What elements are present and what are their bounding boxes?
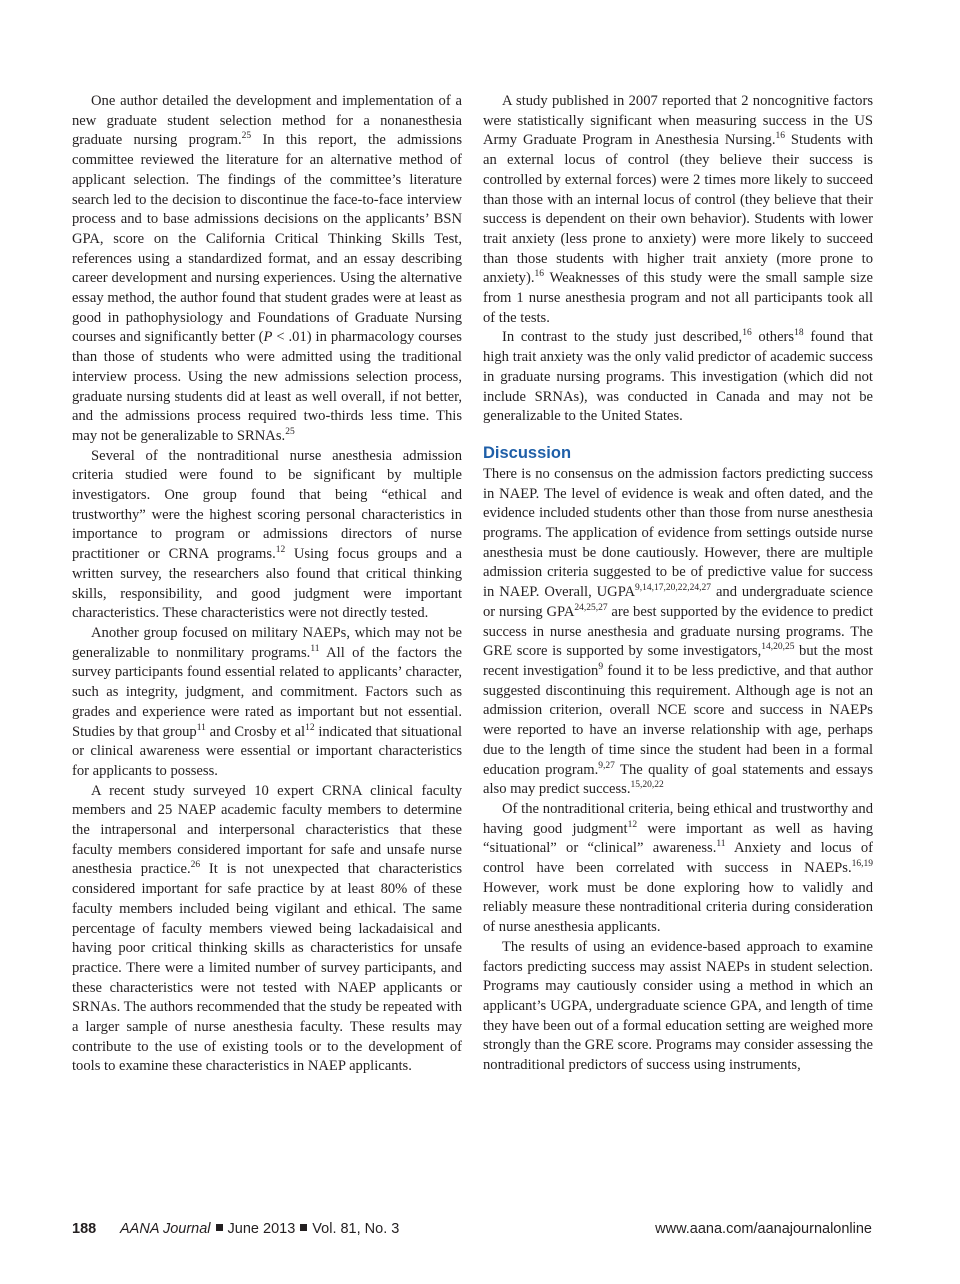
paragraph-nontraditional-summary	[483, 800, 873, 938]
text: found that high trait anxiety was the only valid predictor of academic success in graduate nursing programs. This investigation (which did not include SRNAs), was conducted in Canada and may not be generalizable to the United States.	[483, 329, 874, 425]
right-column	[483, 92, 873, 1076]
text: The results of using an evidence-based approach to examine factors predicting success may assist NAEPs in student selection. Programs may cautiously consider using a method in which an applicant’s UGPA, undergraduate science GPA, and length of time they have been out of a formal education setting are weighed more strongly than the GRE score. Programs may consider assessing the nontraditional predictors of success using instruments,	[483, 938, 873, 1074]
left-column	[72, 92, 462, 1077]
page-footer	[72, 1221, 872, 1243]
text: In this report, the admissions committee reviewed the literature for an alternative method of applicant selection. The findings of the committee’s literature search led to the decision to discontinue the face-to-face interview process and to base admissions decisions on the applicants’ BSN GPA, score on the California Critical Thinking Skills Test, references using a standardized format, and an essay describing career development and nursing experiences. Using the alternative essay method, the author found that student grades were at least as good in pathophysiology and Foundations of Graduate Nursing courses and significantly better (	[72, 132, 462, 346]
text: A recent study surveyed 10 expert CRNA clinical faculty members and 25 NAEP academic faculty members to determine the intrapersonal and interpersonal characteristics that these faculty members considered important for safe and unsafe nurse anesthesia practice.	[72, 782, 462, 878]
text: The quality of goal statements and essays also may predict success.	[483, 761, 874, 798]
text: indicated that situational or clinical awareness were essential or important characteristics for applicants to possess.	[72, 723, 462, 779]
text: Several of the nontraditional nurse anesthesia admission criteria studied were found to be significant by multiple investigators. One group found that being “ethical and trustworthy” were the highest scoring personal characteristics in importance to program or admissions directors of nurse practitioner or CRNA programs.	[72, 447, 462, 563]
citation-ref: 14,20,25	[761, 642, 795, 653]
paragraph-selection-method	[72, 92, 462, 447]
citation-ref: 15,20,22	[630, 780, 664, 791]
square-bullet-icon	[216, 1224, 223, 1231]
citation-ref: 16	[534, 269, 544, 280]
journal-name: AANA Journal	[120, 1221, 211, 1237]
paragraph-discussion-consensus	[483, 465, 873, 800]
volume-issue: Vol. 81, No. 3	[312, 1221, 400, 1237]
issue-date: June 2013	[227, 1221, 296, 1237]
journal-citation	[120, 1221, 399, 1237]
paragraph-faculty-survey	[72, 782, 462, 1078]
citation-ref: 26	[190, 860, 201, 871]
citation-ref: 9	[598, 662, 604, 673]
paragraph-army-study	[483, 92, 873, 328]
citation-ref: 12	[275, 545, 286, 556]
paragraph-trait-anxiety	[483, 328, 873, 427]
citation-ref: 16	[742, 328, 752, 339]
text: but the most recent investigation	[483, 643, 873, 679]
text: One author detailed the development and implementation of a new graduate student selection method for a nonanesthesia graduate nursing program.	[72, 93, 462, 149]
paragraph-military-naeps	[72, 624, 462, 782]
text: Weaknesses of this study were the small sample size from 1 nurse anesthesia program and not all participants took all of the tests.	[483, 270, 873, 326]
text: Students with an external locus of control (they believe their success is controlled by external forces) were 2 times more likely to succeed than those with an internal locus of control (they believe that their success is dependent on their own behavior). Students with lower trait anxiety (less prone to anxiety) were more likely to succeed than those students with higher trait anxiety (more prone to anxiety).	[483, 132, 874, 287]
text: Another group focused on military NAEPs, which may not be generalizable to nonmilitary programs.	[72, 624, 462, 661]
citation-ref: 9,27	[598, 760, 615, 771]
text: were important as well as having “situational” or “clinical” awareness.	[483, 820, 873, 857]
citation-ref: 18	[794, 328, 804, 339]
citation-ref: 25	[241, 131, 252, 142]
text: It is not unexpected that characteristics considered important for safe practice by at least 80% of these faculty members included being vigilant and ethical. The same percentage of faculty members viewed being lackadaisical and having poor critical thinking skills as characteristics for unsafe practice. There were a limited number of survey participants, and these characteristics were not tested with NAEP applicants or SRNAs. The authors recommended that the study be repeated with a larger sample of nurse anesthesia faculty. These results may contribute to the use of existing tools or to the development of tools to examine these characteristics in NAEP applicants.	[72, 861, 462, 1075]
paragraph-results	[483, 938, 873, 1076]
text: others	[751, 329, 795, 346]
citation-ref: 9,14,17,20,22,24,27	[635, 583, 712, 594]
italic-p: P	[263, 329, 273, 346]
citation-ref: 11	[310, 643, 320, 654]
text: All of the factors the survey participants found essential related to applicants’ character, such as integrity, judgment, and commitment. Factors such as grades and experience were rated as important but not essential. Studies by that group	[72, 644, 463, 740]
text: Using focus groups and a written survey, the researchers also found that critical thinking skills, responsibility, and good judgment were important characteristics. These characteristics were not directly tested.	[72, 546, 462, 622]
citation-ref: 11	[716, 839, 726, 850]
website-link[interactable]: www.aana.com/aanajournalonline	[655, 1221, 872, 1237]
text: Of the nontraditional criteria, being ethical and trustworthy and having good judgment	[483, 800, 873, 837]
text: found it to be less predictive, and that author suggested discontinuing this requirement. Although age is not an admission criterion, overall NCE score and success in NAEPs were reported to have an inverse relationship with age, perhaps due to the length of time since the student had been in a formal education program.	[483, 662, 874, 778]
text: Anxiety and locus of control have been correlated with success in NAEPs.	[483, 840, 873, 877]
citation-ref: 24,25,27	[574, 603, 608, 614]
section-heading-discussion: Discussion	[483, 443, 572, 462]
text: < .01) in pharmacology courses than those of students who were admitted using the traditional interview process. Using the new admissions selection process, graduate nursing students did at least as well overall, if not better, and the admissions process required two-thirds less time. This may not be generalizable to SRNAs.	[72, 329, 462, 444]
paragraph-nontraditional-criteria	[72, 447, 462, 624]
citation-ref: 16	[775, 131, 785, 142]
text: are best supported by the evidence to predict success in nurse anesthesia and graduate nursing programs. The GRE score is supported by some investigators,	[483, 603, 874, 660]
text: and Crosby et al	[205, 723, 306, 740]
citation-ref: 12	[627, 819, 638, 830]
citation-ref: 25	[285, 427, 295, 438]
citation-ref: 11	[196, 722, 206, 733]
page-number: 188	[72, 1221, 97, 1237]
text: However, work must be done exploring how to validly and reliably measure these nontraditional criteria during consideration of nurse anesthesia applicants.	[483, 879, 873, 936]
text: A study published in 2007 reported that 2 noncognitive factors were statistically significant when measuring success in the US Army Graduate Program in Anesthesia Nursing.	[483, 93, 873, 149]
citation-ref: 12	[305, 722, 315, 733]
text: In contrast to the study just described,	[502, 329, 743, 346]
square-bullet-icon	[300, 1224, 307, 1231]
citation-ref: 16,19	[851, 859, 873, 870]
text: There is no consensus on the admission factors predicting success in NAEP. The level of evidence is weak and often dated, and the evidence included students other than those from nurse anesthesia programs. The application of evidence from settings outside nurse anesthesia must be done cautiously. However, there are multiple admission criteria suggested to be of predictive value for success in NAEP. Overall, UGPA	[483, 465, 873, 601]
text: and undergraduate science or nursing GPA	[483, 584, 873, 620]
